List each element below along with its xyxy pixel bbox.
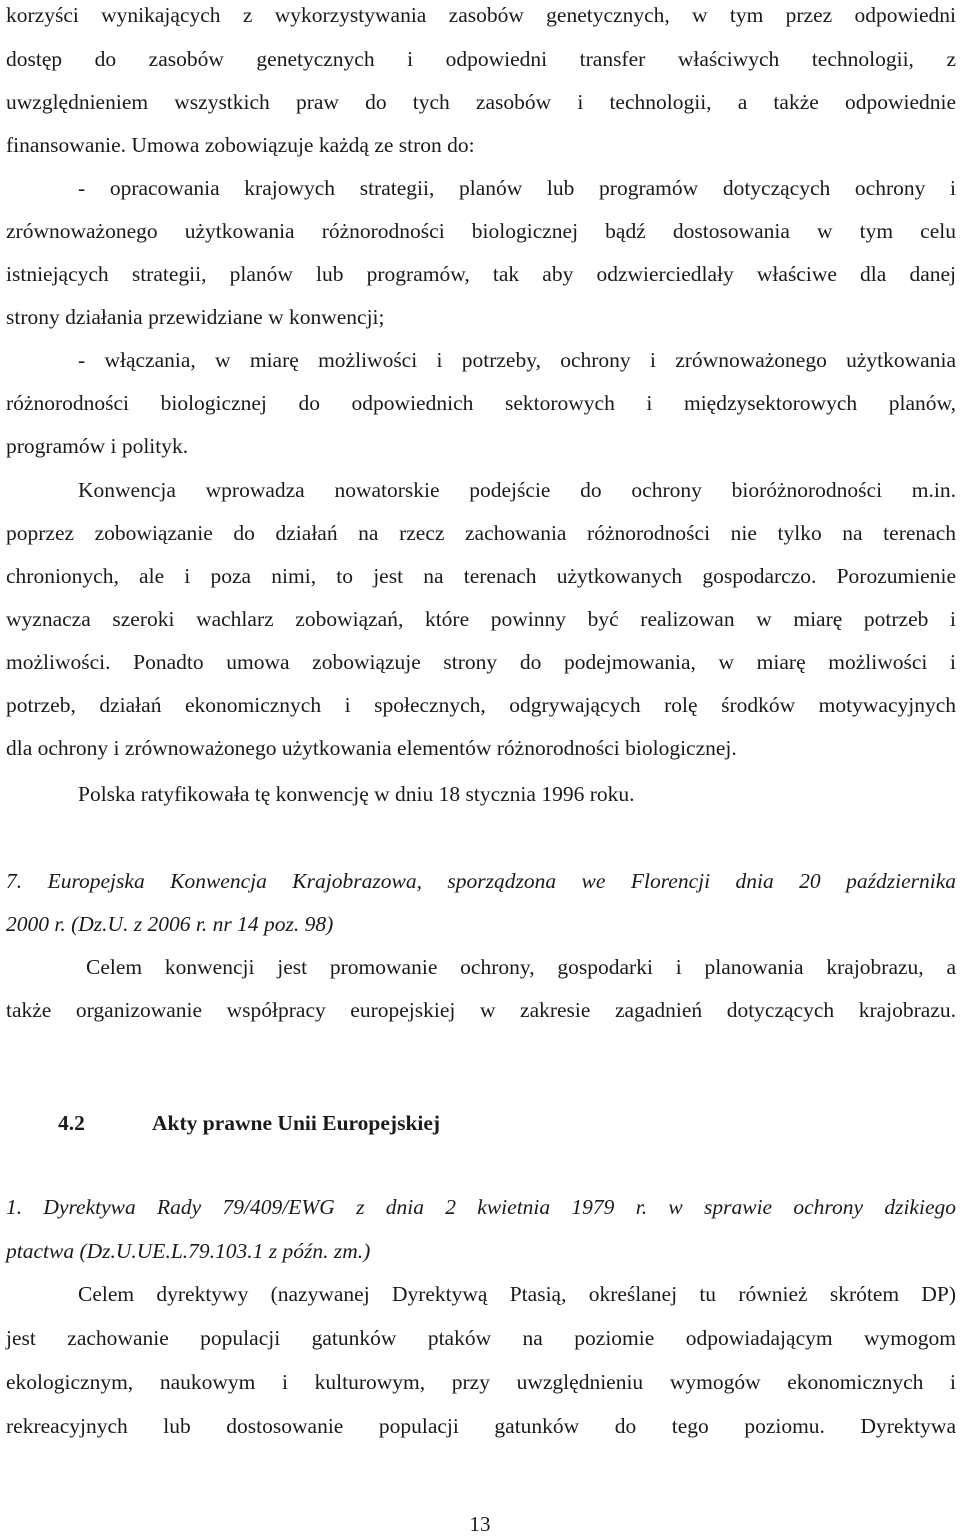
text-line: istniejących strategii, planów lub programów, tak aby odzwierciedlały właściwe dla danej bbox=[6, 262, 956, 286]
chapter-number: 4.2 bbox=[58, 1111, 85, 1135]
text-line: jest zachowanie populacji gatunków ptaków na poziomie odpowiadającym wymogom bbox=[6, 1326, 956, 1350]
text-line: Celem konwencji jest promowanie ochrony, gospodarki i planowania krajobrazu, a bbox=[86, 955, 956, 979]
text-line: Polska ratyfikowała tę konwencję w dniu 18 stycznia 1996 roku. bbox=[78, 782, 635, 806]
text-line: zrównoważonego użytkowania różnorodności biologicznej bądź dostosowania w tym celu bbox=[6, 219, 956, 243]
text-line: różnorodności biologicznej do odpowiednich sektorowych i międzysektorowych planów, bbox=[6, 391, 956, 415]
text-line: uwzględnieniem wszystkich praw do tych zasobów i technologii, a także odpowiednie bbox=[6, 90, 956, 114]
page-number: 13 bbox=[469, 1512, 491, 1536]
text-line: Celem dyrektywy (nazywanej Dyrektywą Ptasią, określanej tu również skrótem DP) bbox=[78, 1282, 956, 1306]
text-line: dostęp do zasobów genetycznych i odpowiedni transfer właściwych technologii, z bbox=[6, 47, 956, 71]
chapter-title: Akty prawne Unii Europejskiej bbox=[152, 1111, 441, 1135]
text-line: korzyści wynikających z wykorzystywania zasobów genetycznych, w tym przez odpowiedni bbox=[6, 3, 956, 27]
text-line: Konwencja wprowadza nowatorskie podejście do ochrony bioróżnorodności m.in. bbox=[78, 478, 956, 502]
text-line: możliwości. Ponadto umowa zobowiązuje strony do podejmowania, w miarę możliwości i bbox=[6, 650, 956, 674]
text-line: potrzeb, działań ekonomicznych i społecznych, odgrywających rolę środków motywacyjnych bbox=[6, 693, 956, 717]
text-line: dla ochrony i zrównoważonego użytkowania elementów różnorodności biologicznej. bbox=[6, 736, 737, 760]
text-line: wyznacza szeroki wachlarz zobowiązań, które powinny być realizowan w miarę potrzeb i bbox=[6, 607, 956, 631]
text-line: strony działania przewidziane w konwencji; bbox=[6, 305, 385, 329]
text-line: rekreacyjnych lub dostosowanie populacji gatunków do tego poziomu. Dyrektywa bbox=[6, 1414, 956, 1438]
text-line: - włączania, w miarę możliwości i potrzeby, ochrony i zrównoważonego użytkowania bbox=[78, 348, 956, 372]
text-line: finansowanie. Umowa zobowiązuje każdą ze stron do: bbox=[6, 133, 475, 157]
text-line: ekologicznym, naukowym i kulturowym, przy uwzględnieniu wymogów ekonomicznych i bbox=[6, 1370, 956, 1394]
section-heading-italic: ptactwa (Dz.U.UE.L.79.103.1 z późn. zm.) bbox=[6, 1239, 371, 1263]
text-line: poprzez zobowiązanie do działań na rzecz zachowania różnorodności nie tylko na terenach bbox=[6, 521, 956, 545]
text-line: chronionych, ale i poza nimi, to jest na terenach użytkowanych gospodarczo. Porozumienie bbox=[6, 564, 956, 588]
text-line: - opracowania krajowych strategii, planów lub programów dotyczących ochrony i bbox=[78, 176, 956, 200]
chapter-heading bbox=[58, 1108, 440, 1138]
section-heading-italic: 1. Dyrektywa Rady 79/409/EWG z dnia 2 kwietnia 1979 r. w sprawie ochrony dzikiego bbox=[6, 1195, 956, 1219]
section-heading-italic: 7. Europejska Konwencja Krajobrazowa, sporządzona we Florencji dnia 20 października bbox=[6, 869, 956, 893]
text-line: także organizowanie współpracy europejskiej w zakresie zagadnień dotyczących krajobrazu. bbox=[6, 998, 956, 1022]
text-line: programów i polityk. bbox=[6, 434, 189, 458]
section-heading-italic: 2000 r. (Dz.U. z 2006 r. nr 14 poz. 98) bbox=[6, 912, 334, 936]
